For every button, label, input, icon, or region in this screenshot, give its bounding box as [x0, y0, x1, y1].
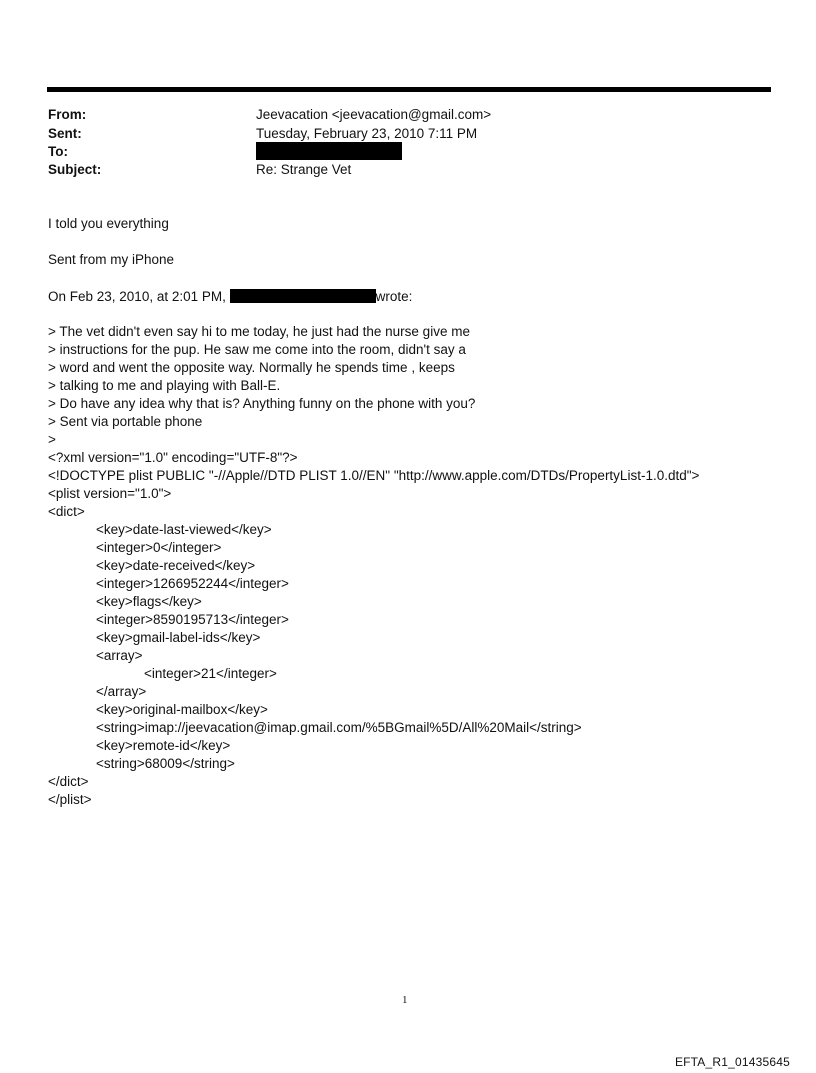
quoted-line: > instructions for the pup. He saw me come into the room, didn't say a [48, 342, 466, 357]
xml-line: <key>date-received</key> [96, 558, 256, 573]
xml-line: <string>68009</string> [96, 756, 235, 771]
quoted-line: > talking to me and playing with Ball-E. [48, 378, 281, 393]
quote-intro [48, 288, 412, 306]
sent-label: Sent: [48, 126, 82, 141]
xml-line: <dict> [48, 504, 85, 519]
xml-line: <key>original-mailbox</key> [96, 702, 268, 717]
quote-intro-suffix: wrote: [375, 289, 413, 304]
xml-line: <plist version="1.0"> [48, 486, 172, 501]
xml-line: <key>date-last-viewed</key> [96, 522, 272, 537]
redaction-block [256, 142, 402, 160]
to-label: To: [48, 144, 68, 159]
subject-value: Re: Strange Vet [256, 162, 352, 177]
xml-line: <?xml version="1.0" encoding="UTF-8"?> [48, 450, 298, 465]
xml-line: <integer>21</integer> [144, 666, 277, 681]
from-label: From: [48, 107, 87, 122]
quoted-line: > The vet didn't even say hi to me today, he just had the nurse give me [48, 324, 470, 339]
to-value [256, 143, 402, 161]
xml-line: <integer>8590195713</integer> [96, 612, 289, 627]
xml-line: <integer>0</integer> [96, 540, 222, 555]
redaction-block [230, 289, 376, 303]
xml-line: <key>flags</key> [96, 594, 202, 609]
quoted-line: > Do have any idea why that is? Anything funny on the phone with you? [48, 396, 476, 411]
signature-text: Sent from my iPhone [48, 252, 175, 267]
xml-line: <string>imap://jeevacation@imap.gmail.com/%5BGmail%5D/All%20Mail</string> [96, 720, 582, 735]
xml-line: </plist> [48, 792, 92, 807]
from-value: Jeevacation <jeevacation@gmail.com> [256, 107, 492, 122]
xml-line: <array> [96, 648, 143, 663]
quote-intro-prefix: On Feb 23, 2010, at 2:01 PM, [48, 289, 226, 304]
xml-line: <integer>1266952244</integer> [96, 576, 289, 591]
xml-line: <key>gmail-label-ids</key> [96, 630, 261, 645]
quoted-line: > [48, 432, 56, 447]
sent-value: Tuesday, February 23, 2010 7:11 PM [256, 126, 478, 141]
subject-label: Subject: [48, 162, 102, 177]
quoted-line: > word and went the opposite way. Normally he spends time , keeps [48, 360, 455, 375]
page-number: 1 [402, 994, 408, 1006]
header-rule [47, 87, 771, 92]
xml-line: <key>remote-id</key> [96, 738, 231, 753]
xml-line: </array> [96, 684, 147, 699]
bates-number: EFTA_R1_01435645 [674, 1055, 790, 1069]
xml-line: </dict> [48, 774, 89, 789]
quoted-line: > Sent via portable phone [48, 414, 203, 429]
reply-text: I told you everything [48, 216, 169, 231]
xml-line: <!DOCTYPE plist PUBLIC "-//Apple//DTD PLIST 1.0//EN" "http://www.apple.com/DTDs/PropertyList-1.0.dtd"> [48, 468, 700, 483]
